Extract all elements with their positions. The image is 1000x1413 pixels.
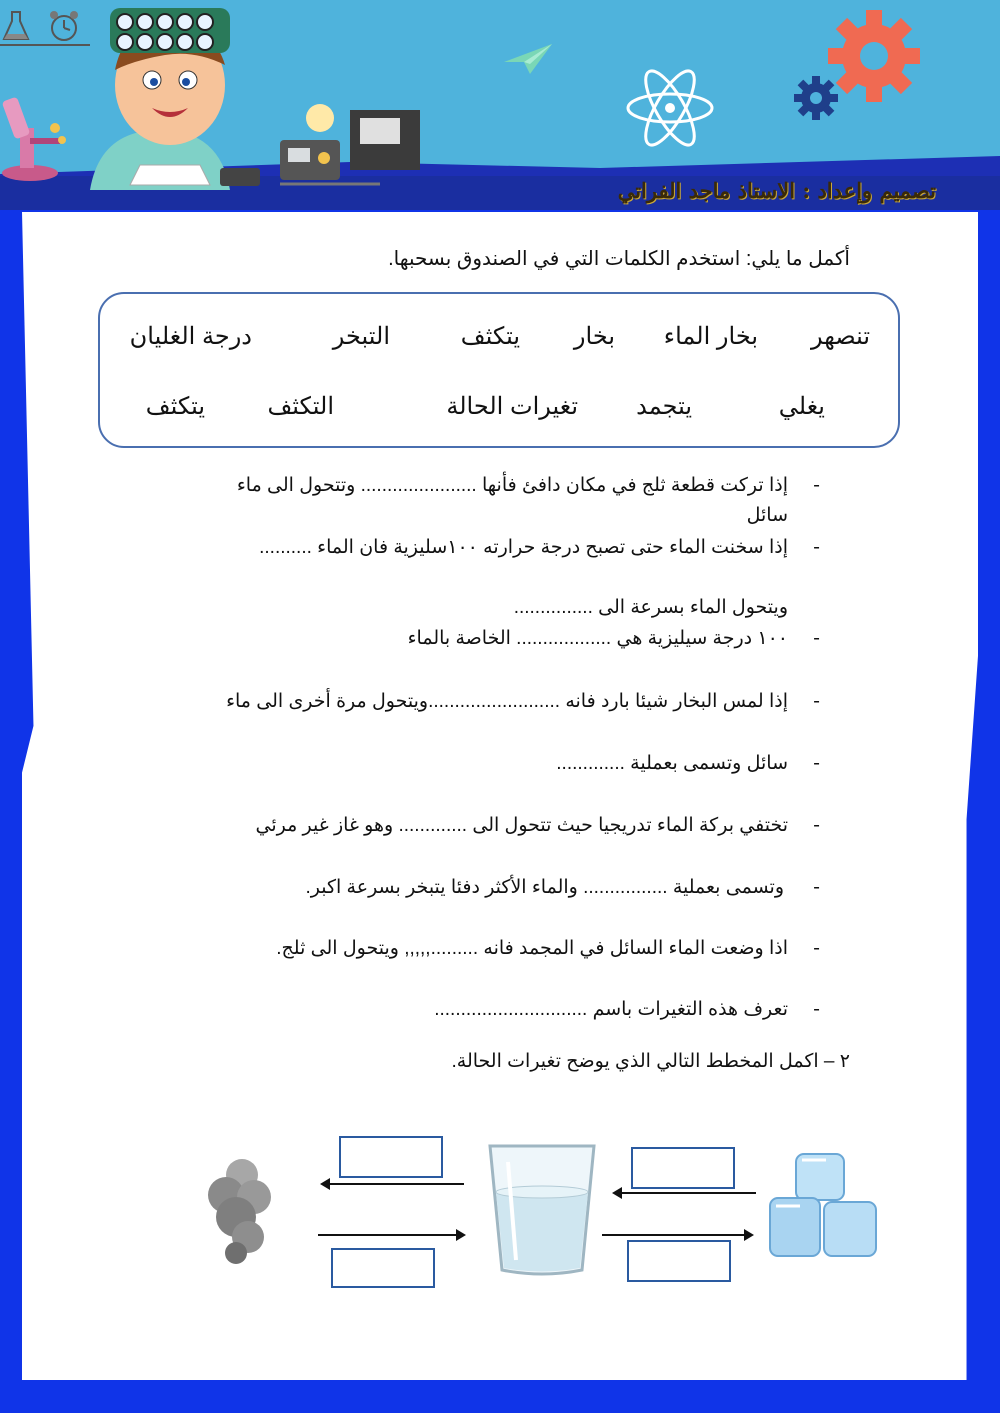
word-bank-item[interactable]: التكثف (267, 393, 334, 420)
word-bank-item[interactable]: بخار (573, 323, 615, 350)
small-gear-icon (792, 74, 840, 122)
word-bank-item[interactable]: يتجمد (636, 393, 692, 420)
question-line: ١٠٠ درجة سيليزية هي .................. الخاصة بالماء (407, 628, 788, 649)
diagram-answer-box-top-left[interactable] (339, 1136, 443, 1178)
question-line: إذا سخنت الماء حتى تصبح درجة حرارته ١٠٠سليزية فان الماء .......... (259, 537, 788, 558)
bullet-dash: - (813, 937, 820, 959)
instruction-text: أكمل ما يلي: استخدم الكلمات التي في الصندوق بسحبها. (388, 248, 850, 270)
author-credit: تصميم وإعداد : الاستاذ ماجد الفراتي (617, 178, 936, 203)
diagram-answer-box-bottom-right[interactable] (627, 1240, 731, 1282)
header-banner (0, 0, 1000, 210)
question-line: سائل وتسمى بعملية ............. (556, 753, 788, 774)
word-bank-item[interactable]: درجة الغليان (129, 323, 252, 350)
alarm-clock-icon (46, 8, 82, 44)
question-line: اذا وضعت الماء السائل في المجمد فانه .........,,,,, ويتحول الى ثلج. (276, 938, 788, 959)
bullet-dash: - (813, 474, 820, 496)
word-bank-item[interactable]: يتكثف (460, 323, 520, 350)
word-bank-item[interactable]: التبخر (332, 323, 390, 350)
arrow-water-to-vapor-left (322, 1183, 464, 1185)
bullet-dash: - (813, 536, 820, 558)
gear-icon (826, 8, 922, 104)
bullet-dash: - (813, 752, 820, 774)
atom-icon (624, 66, 716, 150)
arrow-ice-to-water-left (614, 1192, 756, 1194)
arrow-vapor-to-water-right (318, 1234, 464, 1236)
question-line: وتسمى بعملية ................ والماء الأكثر دفئا يتبخر بسرعة اكبر. (305, 877, 784, 898)
word-bank-item[interactable]: تنصهر (810, 323, 870, 350)
question-line: ويتحول الماء بسرعة الى ............... (513, 597, 788, 618)
bullet-dash: - (813, 627, 820, 649)
bullet-dash: - (813, 998, 820, 1020)
word-bank-item[interactable]: بخار الماء (663, 323, 758, 350)
paper-plane-icon (502, 42, 554, 76)
question-line: إذا لمس البخار شيئا بارد فانه .........................ويتحول مرة أخرى الى ماء (226, 691, 788, 712)
diagram-answer-box-bottom-left[interactable] (331, 1248, 435, 1288)
arrow-water-to-ice-right (602, 1234, 752, 1236)
lab-equipment-illustration (220, 100, 430, 190)
microscope-icon (0, 88, 80, 183)
diagram-answer-box-top-right[interactable] (631, 1147, 735, 1189)
question-line: إذا تركت قطعة ثلج في مكان دافئ فأنها ...................... وتتحول الى ماء (236, 475, 788, 496)
bullet-dash: - (813, 814, 820, 836)
bullet-dash: - (813, 690, 820, 712)
shelf-line (0, 44, 90, 46)
glass-of-water-illustration (486, 1142, 598, 1277)
word-bank-item[interactable]: يغلي (778, 393, 825, 420)
question-line: سائل (746, 505, 788, 526)
word-bank-item[interactable]: تغيرات الحالة (446, 393, 578, 420)
smoke-vapor-illustration (196, 1155, 288, 1267)
question-2-heading: ٢ – اكمل المخطط التالي الذي يوضح تغيرات الحالة. (451, 1051, 850, 1072)
question-line: تختفي بركة الماء تدريجيا حيث تتحول الى ............. وهو غاز غير مرئي (255, 815, 788, 836)
word-bank-item[interactable]: يتكثف (145, 393, 205, 420)
ice-cubes-illustration (766, 1150, 882, 1262)
bullet-dash: - (813, 876, 820, 898)
word-bank-box (98, 292, 900, 448)
question-line: تعرف هذه التغيرات باسم ............................. (434, 999, 788, 1020)
flask-icon (2, 10, 30, 42)
